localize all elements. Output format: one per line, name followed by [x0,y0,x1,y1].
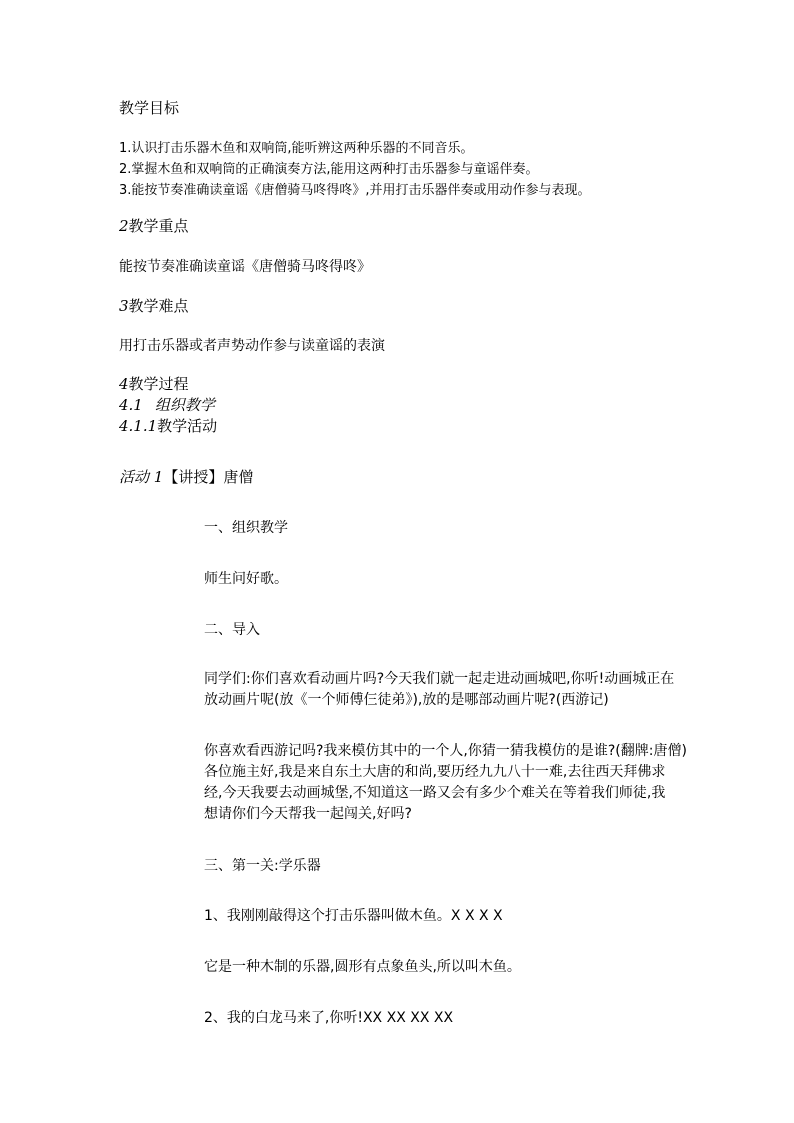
process-sub1-number: 4.1 [119,396,143,414]
section-2-paragraph [204,669,684,711]
key-points-text: 能按节奏准确读童谣《唐僧骑马咚得咚》 [119,259,371,275]
item-1-text: 1、我刚刚敲得这个打击乐器叫做木鱼。X X X X [204,908,503,924]
section-2-heading: 二、导入 [204,622,260,638]
process-title: 教学过程 [128,375,189,393]
section-3-heading: 三、第一关:学乐器 [204,858,321,874]
difficulties-title: 教学难点 [128,297,189,315]
difficulties-heading [119,295,189,316]
paragraph-line: 同学们:你们喜欢看动画片吗?今天我们就一起走进动画城吧,你听!动画城正在 [204,671,675,687]
objectives-heading: 教学目标 [119,99,180,117]
process-sub1-label: 组织教学 [154,396,215,414]
item-1-note: 它是一种木制的乐器,圆形有点象鱼头,所以叫木鱼。 [204,959,521,975]
activity-heading [119,466,253,487]
key-points-title: 教学重点 [128,217,189,235]
activity-title: 唐僧 [223,468,254,486]
process-sub2-number: 4.1.1 [119,417,158,435]
section-2b-paragraph [204,741,687,825]
objective-item-3: 3.能按节奏准确读童谣《唐僧骑马咚得咚》,并用打击乐器伴奏或用动作参与表现。 [119,183,591,198]
objective-item-1: 1.认识打击乐器木鱼和双响筒,能听辨这两种乐器的不同音乐。 [119,141,474,156]
section-1-text: 师生问好歌。 [204,571,288,587]
objective-item-2: 2.掌握木鱼和双响筒的正确演奏方法,能用这两种打击乐器参与童谣伴奏。 [119,162,539,177]
process-sub2 [119,415,217,436]
difficulties-text: 用打击乐器或者声势动作参与读童谣的表演 [119,338,385,354]
paragraph-line: 想请你们今天帮我一起闯关,好吗? [204,806,412,822]
paragraph-line: 放动画片呢(放《一个师傅仨徒弟》),放的是哪部动画片呢?(西游记) [204,692,609,708]
paragraph-line: 经,今天我要去动画城堡,不知道这一路又会有多少个难关在等着我们师徒,我 [204,785,666,801]
paragraph-line: 你喜欢看西游记吗?我来模仿其中的一个人,你猜一猜我模仿的是谁?(翻牌:唐僧) [204,743,687,759]
difficulties-number: 3 [119,297,129,315]
activity-bracket: 【讲授】 [163,468,224,486]
process-sub1 [119,394,215,415]
process-sub2-label: 教学活动 [157,417,218,435]
activity-prefix: 活动 1 [119,468,164,486]
item-2-text: 2、我的白龙马来了,你听!XX XX XX XX [204,1010,454,1026]
section-1-heading: 一、组织教学 [204,520,288,536]
process-heading [119,373,189,394]
process-number: 4 [119,375,129,393]
key-points-heading [119,215,189,236]
paragraph-line: 各位施主好,我是来自东土大唐的和尚,要历经九九八十一难,去往西天拜佛求 [204,764,666,780]
key-points-number: 2 [119,217,129,235]
